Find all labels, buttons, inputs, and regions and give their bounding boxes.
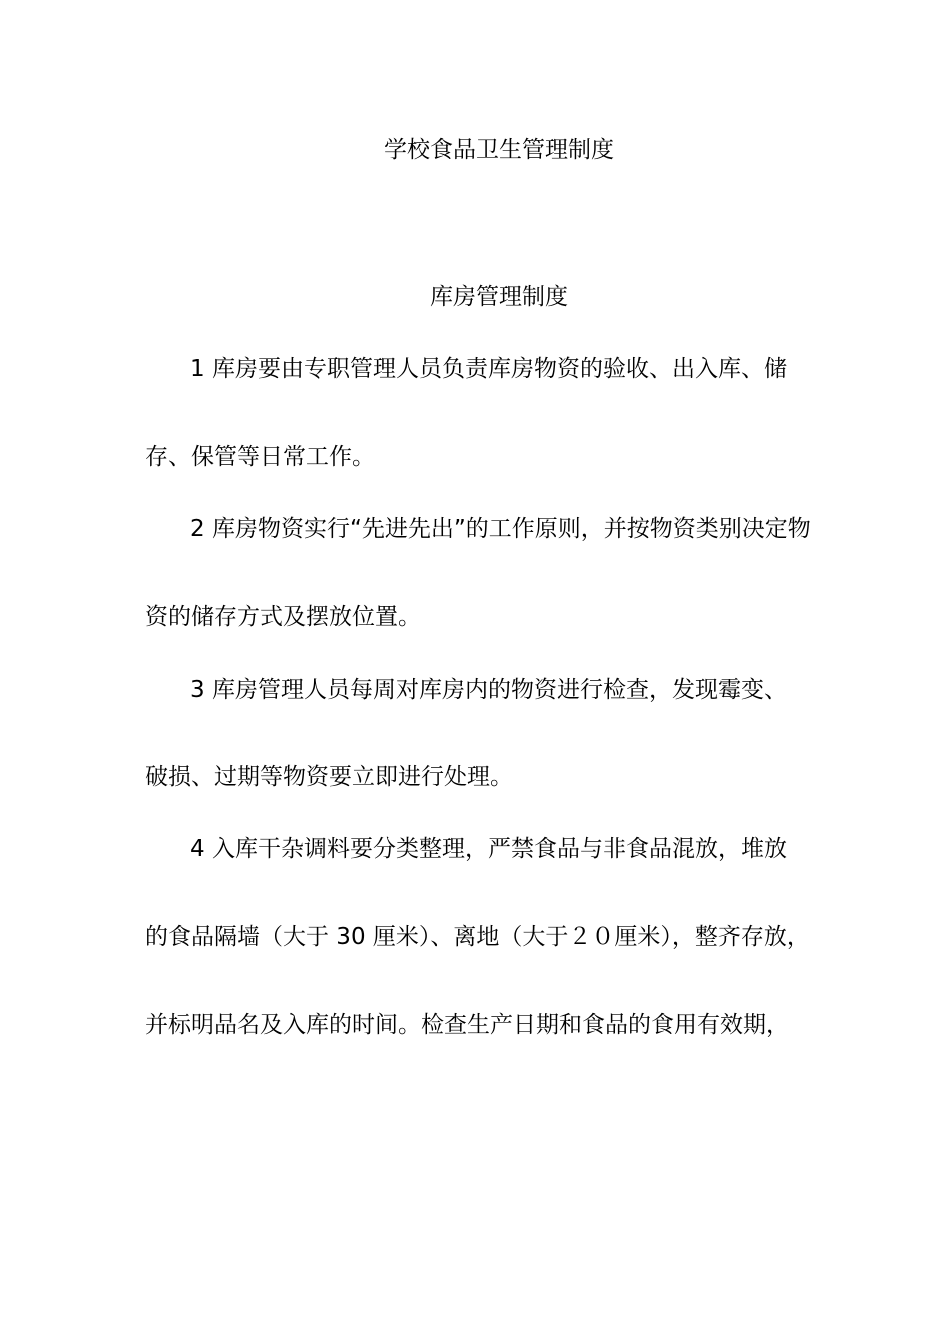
section-heading: 库房管理制度 (430, 284, 568, 310)
paragraph-line: 2 库房物资实行“先进先出”的工作原则，并按物资类别决定物 (190, 516, 811, 542)
paragraph-line: 并标明品名及入库的时间。检查生产日期和食品的食用有效期， (145, 1012, 789, 1038)
paragraph-line: 4 入库干杂调料要分类整理，严禁食品与非食品混放，堆放 (190, 836, 787, 862)
paragraph-line: 的食品隔墙（大于 30 厘米）、离地（大于２０厘米），整齐存放， (145, 924, 810, 950)
paragraph-line: 存、保管等日常工作。 (145, 444, 375, 470)
paragraph-line: 3 库房管理人员每周对库房内的物资进行检查，发现霉变、 (190, 677, 787, 703)
paragraph-line: 资的储存方式及摆放位置。 (145, 604, 421, 630)
document-title: 学校食品卫生管理制度 (384, 137, 614, 163)
paragraph-line: 1 库房要由专职管理人员负责库房物资的验收、出入库、储 (190, 356, 787, 382)
paragraph-line: 破损、过期等物资要立即进行处理。 (145, 764, 513, 790)
